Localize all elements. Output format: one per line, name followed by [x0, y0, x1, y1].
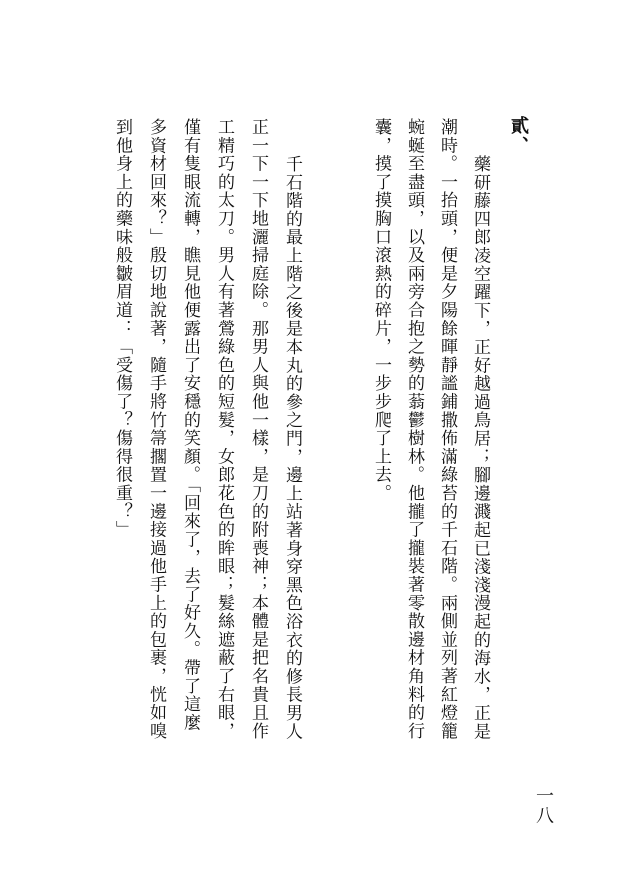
paragraph-2-line-4: 僅有隻眼流轉，瞧見他便露出了安穩的笑顏。「回來了，去了好久。帶了這麼: [180, 118, 200, 732]
chapter-title: 貳、: [508, 116, 529, 156]
paragraph-2-line-5: 多資材回來？」殷切地說著，隨手將竹箒擱置一邊接過他手上的包裹，恍如嗅: [146, 118, 166, 741]
paragraph-1-line-1: 藥研藤四郎凌空躍下，正好越過鳥居；腳邊濺起已淺淺漫起的海水，正是: [470, 155, 490, 741]
page-number: 一八: [533, 786, 554, 826]
paragraph-2-line-2: 正一下一下地灑掃庭除。那男人與他一樣，是刀的附喪神；本體是把名貴且作: [248, 118, 268, 741]
paragraph-2-line-6: 到他身上的藥味般皺眉道：「受傷了？傷得很重？」: [112, 118, 132, 539]
paragraph-2-line-3: 工精巧的太刀。男人有著鶯綠色的短髮，女郎花色的眸眼；髮絲遮蔽了右眼，: [214, 118, 234, 741]
paragraph-2-line-1: 千石階的最上階之後是本丸的參之門，邊上站著身穿黑色浴衣的修長男人: [282, 155, 302, 741]
paragraph-1-line-3: 蜿蜒至盡頭，以及兩旁合抱之勢的蓊鬱樹林。他攏了攏裝著零散邊材角料的行: [404, 118, 424, 741]
paragraph-1-line-2: 潮時。一抬頭，便是夕陽餘暉靜謐鋪撒佈滿綠苔的千石階。兩側並列著紅燈籠: [437, 118, 457, 741]
paragraph-1-line-4: 囊，摸了摸胸口滾熱的碎片，一步步爬了上去。: [371, 118, 391, 503]
